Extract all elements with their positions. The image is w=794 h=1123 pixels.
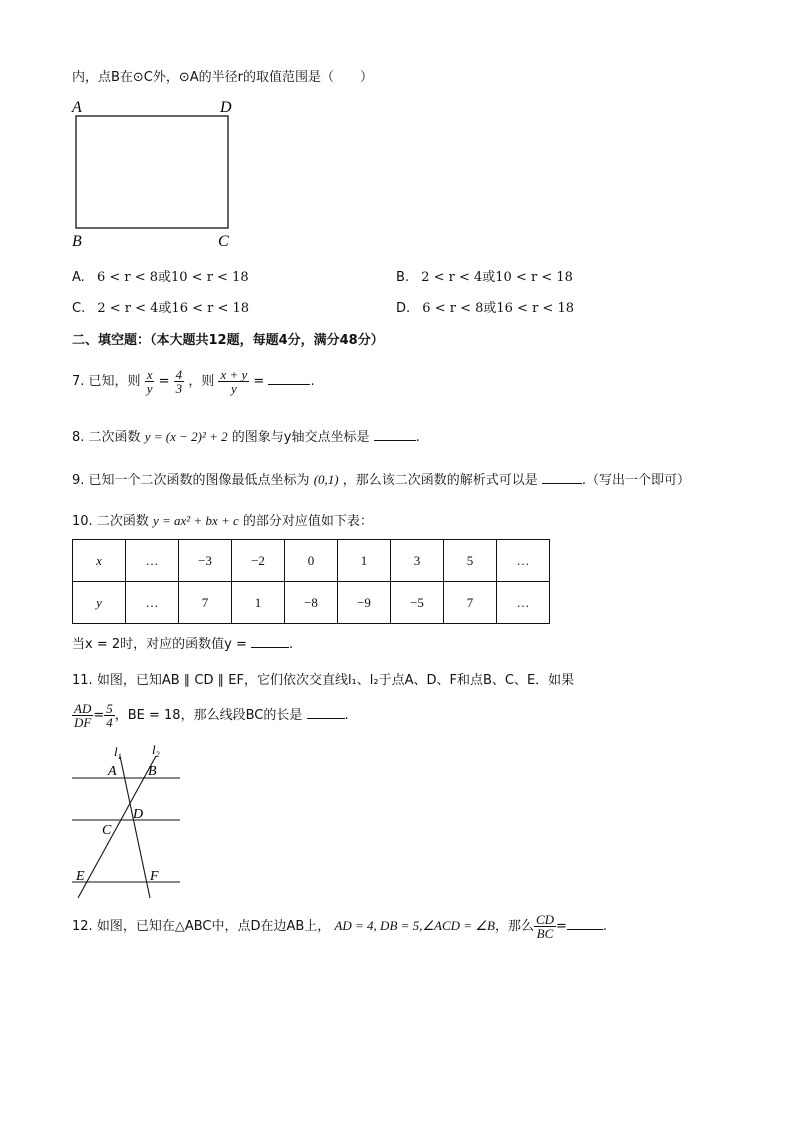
table-cell: 1 bbox=[232, 582, 285, 624]
rectangle-abcd bbox=[76, 116, 228, 228]
table-cell: y bbox=[73, 582, 126, 624]
q10-after: 当x = 2时，对应的函数值y = . bbox=[72, 637, 294, 652]
question-7: 7. 已知，则 $\frac{x}{y}$ = $\frac{4}{3}$ ，则 $\frac{x + y}{y}$ = . bbox=[72, 367, 315, 396]
table-cell: −3 bbox=[179, 540, 232, 582]
table-cell: … bbox=[497, 540, 550, 582]
table-row-x bbox=[73, 540, 550, 582]
label-l1: $l_1$ bbox=[114, 744, 122, 761]
line-l2 bbox=[78, 756, 156, 898]
option-a[interactable] bbox=[72, 266, 249, 285]
table-cell: … bbox=[497, 582, 550, 624]
label-a: A bbox=[108, 764, 117, 779]
option-a-text: 6 < r < 8或10 < r < 18 bbox=[96, 270, 249, 285]
q9-answer-blank[interactable] bbox=[542, 471, 582, 484]
table-cell: … bbox=[126, 582, 179, 624]
option-c[interactable] bbox=[72, 297, 249, 316]
question-11-line2: $\frac{AD}{DF}$ = $\frac{5}{4}$ ，BE = 18，那么线段BC的长是 . bbox=[74, 701, 349, 730]
q10-expression: y = ax² + bx + c bbox=[152, 513, 239, 528]
option-d[interactable] bbox=[396, 297, 574, 316]
table-cell: 7 bbox=[444, 582, 497, 624]
option-d-letter: D. bbox=[396, 301, 411, 316]
q7-number: 7. bbox=[72, 374, 85, 389]
parallel-lines-figure bbox=[66, 742, 186, 900]
table-cell: 3 bbox=[391, 540, 444, 582]
option-c-text: 2 < r < 4或16 < r < 18 bbox=[97, 301, 250, 316]
label-d: D bbox=[133, 807, 144, 822]
q11-fraction-ad-df: $\frac{AD}{DF}$ bbox=[74, 701, 92, 730]
label-b: B bbox=[148, 764, 157, 779]
q6-text: 内，点B在⊙C外，⊙A的半径r的取值范围是（ ） bbox=[72, 70, 374, 85]
option-b-letter: B. bbox=[396, 270, 410, 285]
table-cell: −2 bbox=[232, 540, 285, 582]
table-cell: −5 bbox=[391, 582, 444, 624]
label-f: F bbox=[150, 869, 159, 884]
line-l1 bbox=[120, 756, 150, 898]
q10-answer-blank[interactable] bbox=[251, 635, 289, 648]
rectangle-figure bbox=[68, 96, 248, 252]
q12-condition: AD = 4, DB = 5,∠ACD = ∠B bbox=[334, 918, 495, 933]
q11-fraction-value: $\frac{5}{4}$ bbox=[106, 701, 113, 730]
q12-answer-blank[interactable] bbox=[567, 917, 603, 930]
question-10: 10. 二次函数 y = ax² + bx + c 的部分对应值如下表： bbox=[72, 513, 373, 529]
table-cell: 1 bbox=[338, 540, 391, 582]
table-row-y bbox=[73, 582, 550, 624]
table-cell: x bbox=[73, 540, 126, 582]
option-b[interactable] bbox=[396, 266, 573, 285]
q9-point: (0,1) bbox=[313, 472, 339, 487]
label-d: D bbox=[220, 99, 232, 116]
q11-answer-blank[interactable] bbox=[307, 706, 345, 719]
label-a: A bbox=[72, 99, 82, 116]
question-12: 12. 如图，已知在△ABC中，点D在边AB上， AD = 4, DB = 5,∠ACD = ∠B，那么 $\frac{CD}{BC}$ = . bbox=[72, 912, 608, 941]
label-l2: $l_2$ bbox=[152, 742, 160, 759]
section-heading: 二、填空题：（本大题共12题，每题4分，满分48分） bbox=[72, 333, 384, 348]
question-11: 11. 如图，已知AB ∥ CD ∥ EF，它们依次交直线l₁、l₂于点A、D、F和点B、C、E．如果 bbox=[72, 673, 575, 688]
table-cell: 5 bbox=[444, 540, 497, 582]
q7-fraction-xy: $\frac{x}{y}$ bbox=[146, 367, 153, 396]
q7-pre: 已知，则 bbox=[88, 374, 141, 389]
table-cell: … bbox=[126, 540, 179, 582]
values-table bbox=[72, 539, 550, 624]
option-a-letter: A. bbox=[72, 270, 85, 285]
table-cell: −8 bbox=[285, 582, 338, 624]
option-c-letter: C. bbox=[72, 301, 86, 316]
label-c: C bbox=[218, 233, 229, 250]
option-d-text: 6 < r < 8或16 < r < 18 bbox=[422, 301, 574, 316]
q7-fraction-sum: $\frac{x + y}{y}$ bbox=[220, 367, 248, 396]
table-cell: 0 bbox=[285, 540, 338, 582]
q8-expression: y = (x − 2)² + 2 bbox=[144, 429, 228, 444]
label-c: C bbox=[102, 823, 112, 838]
q7-fraction-value: $\frac{4}{3}$ bbox=[175, 367, 183, 396]
question-8: 8. 二次函数 y = (x − 2)² + 2 的图象与y轴交点坐标是 . bbox=[72, 429, 420, 445]
label-e: E bbox=[76, 869, 85, 884]
table-cell: −9 bbox=[338, 582, 391, 624]
label-b: B bbox=[72, 233, 82, 250]
question-9: 9. 已知一个二次函数的图像最低点坐标为 (0,1) ，那么该二次函数的解析式可以是 .（写出一个即可） bbox=[72, 472, 691, 488]
option-b-text: 2 < r < 4或10 < r < 18 bbox=[421, 270, 573, 285]
q8-answer-blank[interactable] bbox=[374, 428, 416, 441]
q7-answer-blank[interactable] bbox=[268, 372, 310, 385]
table-cell: 7 bbox=[179, 582, 232, 624]
q12-fraction-cd-bc: $\frac{CD}{BC}$ bbox=[535, 912, 555, 941]
